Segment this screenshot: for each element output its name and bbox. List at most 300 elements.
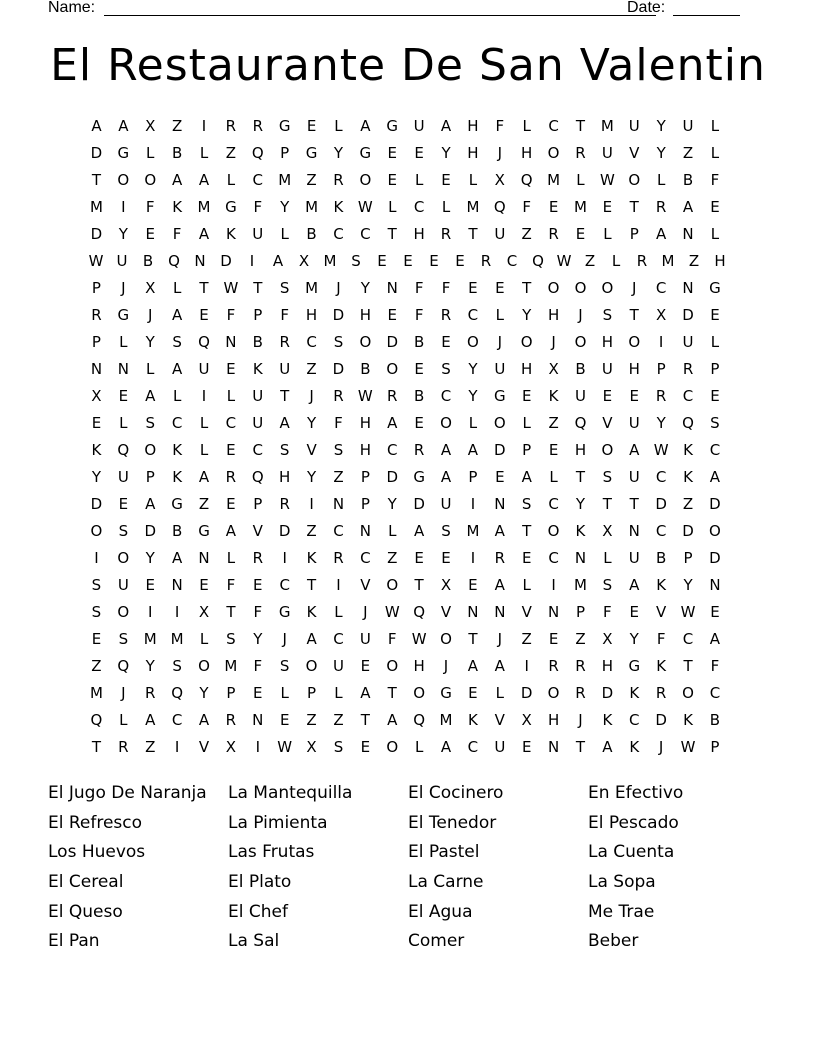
grid-letter[interactable]: F xyxy=(145,197,155,216)
grid-letter[interactable]: M xyxy=(466,197,480,216)
grid-letter[interactable]: H xyxy=(467,143,479,162)
grid-letter[interactable]: T xyxy=(575,116,586,135)
grid-letter[interactable]: N xyxy=(709,575,721,594)
grid-letter[interactable]: A xyxy=(225,521,237,540)
grid-letter[interactable]: Q xyxy=(251,143,264,162)
grid-letter[interactable]: M xyxy=(89,683,103,702)
grid-letter[interactable]: C xyxy=(467,737,479,756)
grid-letter[interactable]: P xyxy=(710,737,720,756)
grid-letter[interactable]: L xyxy=(172,278,182,297)
grid-letter[interactable]: F xyxy=(495,116,505,135)
grid-letter[interactable]: E xyxy=(91,629,102,648)
grid-letter[interactable]: Y xyxy=(656,116,666,135)
grid-letter[interactable]: A xyxy=(171,359,183,378)
grid-letter[interactable]: T xyxy=(522,278,532,297)
grid-letter[interactable]: V xyxy=(521,602,532,621)
grid-letter[interactable]: B xyxy=(682,170,694,189)
grid-letter[interactable]: S xyxy=(279,656,290,675)
grid-letter[interactable]: S xyxy=(279,278,290,297)
grid-letter[interactable]: V xyxy=(494,710,505,729)
grid-letter[interactable]: Y xyxy=(306,467,317,486)
grid-letter[interactable]: Z xyxy=(521,629,532,648)
grid-letter[interactable]: W xyxy=(653,440,669,459)
grid-letter[interactable]: U xyxy=(628,413,640,432)
grid-letter[interactable]: J xyxy=(309,386,314,405)
grid-letter[interactable]: K xyxy=(602,710,613,729)
grid-letter[interactable]: T xyxy=(575,467,586,486)
grid-letter[interactable]: I xyxy=(201,116,207,135)
grid-letter[interactable]: P xyxy=(91,332,101,351)
grid-letter[interactable]: T xyxy=(306,575,317,594)
grid-letter[interactable]: L xyxy=(226,548,236,567)
grid-letter[interactable]: B xyxy=(360,359,371,378)
grid-letter[interactable]: O xyxy=(117,602,130,621)
grid-letter[interactable]: A xyxy=(467,656,479,675)
grid-letter[interactable]: A xyxy=(682,197,694,216)
grid-letter[interactable]: R xyxy=(145,683,156,702)
grid-letter[interactable]: Y xyxy=(656,143,666,162)
grid-letter[interactable]: O xyxy=(547,521,560,540)
grid-letter[interactable]: J xyxy=(336,278,341,297)
grid-letter[interactable]: W xyxy=(88,251,104,270)
grid-letter[interactable]: A xyxy=(118,116,129,135)
grid-letter[interactable]: W xyxy=(411,629,427,648)
grid-letter[interactable]: D xyxy=(278,521,291,540)
grid-letter[interactable]: N xyxy=(198,548,210,567)
grid-letter[interactable]: D xyxy=(220,251,232,270)
grid-letter[interactable]: U xyxy=(413,116,425,135)
grid-letter[interactable]: D xyxy=(682,521,694,540)
grid-letter[interactable]: U xyxy=(440,494,452,513)
grid-letter[interactable]: I xyxy=(470,494,476,513)
grid-letter[interactable]: L xyxy=(656,170,666,189)
grid-letter[interactable]: S xyxy=(602,305,613,324)
grid-letter[interactable]: N xyxy=(225,332,237,351)
grid-letter[interactable]: L xyxy=(611,251,621,270)
grid-letter[interactable]: E xyxy=(387,305,397,324)
grid-letter[interactable]: S xyxy=(710,413,720,432)
grid-letter[interactable]: N xyxy=(682,278,694,297)
grid-letter[interactable]: R xyxy=(225,710,237,729)
grid-letter[interactable]: D xyxy=(655,710,667,729)
grid-letter[interactable]: O xyxy=(574,278,587,297)
grid-letter[interactable]: T xyxy=(199,278,209,297)
grid-letter[interactable]: F xyxy=(522,197,532,216)
grid-letter[interactable]: O xyxy=(440,413,452,432)
grid-letter[interactable]: N xyxy=(252,710,264,729)
grid-letter[interactable]: B xyxy=(252,332,263,351)
grid-letter[interactable]: R xyxy=(279,332,290,351)
grid-letter[interactable]: E xyxy=(360,737,371,756)
grid-letter[interactable]: L xyxy=(199,143,209,162)
grid-letter[interactable]: Q xyxy=(90,710,103,729)
grid-letter[interactable]: G xyxy=(305,143,318,162)
grid-letter[interactable]: Z xyxy=(306,710,317,729)
grid-letter[interactable]: F xyxy=(253,602,263,621)
grid-letter[interactable]: W xyxy=(680,737,696,756)
grid-letter[interactable]: A xyxy=(171,305,183,324)
grid-letter[interactable]: Y xyxy=(333,143,344,162)
grid-letter[interactable]: J xyxy=(121,278,126,297)
grid-letter[interactable]: B xyxy=(575,359,586,378)
grid-letter[interactable]: O xyxy=(520,332,533,351)
grid-letter[interactable]: M xyxy=(574,575,587,594)
grid-letter[interactable]: Y xyxy=(683,575,693,594)
grid-letter[interactable]: A xyxy=(709,467,721,486)
grid-letter[interactable]: T xyxy=(468,629,478,648)
grid-letter[interactable]: F xyxy=(172,224,182,243)
grid-letter[interactable]: S xyxy=(118,629,129,648)
grid-letter[interactable]: A xyxy=(494,521,505,540)
grid-letter[interactable]: C xyxy=(467,305,479,324)
grid-letter[interactable]: U xyxy=(494,224,506,243)
grid-letter[interactable]: E xyxy=(226,359,236,378)
grid-letter[interactable]: U xyxy=(494,737,506,756)
grid-letter[interactable]: N xyxy=(171,575,183,594)
grid-letter[interactable]: L xyxy=(522,575,531,594)
grid-letter[interactable]: O xyxy=(628,332,641,351)
grid-letter[interactable]: R xyxy=(333,170,344,189)
grid-letter[interactable]: R xyxy=(636,251,648,270)
grid-letter[interactable]: M xyxy=(305,197,319,216)
grid-letter[interactable]: N xyxy=(386,278,398,297)
grid-letter[interactable]: E xyxy=(629,602,639,621)
grid-letter[interactable]: I xyxy=(336,575,341,594)
grid-letter[interactable]: C xyxy=(252,170,264,189)
grid-letter[interactable]: V xyxy=(198,737,210,756)
grid-letter[interactable]: S xyxy=(602,575,613,594)
grid-letter[interactable]: J xyxy=(148,305,153,324)
grid-letter[interactable]: O xyxy=(117,170,130,189)
grid-letter[interactable]: A xyxy=(709,629,721,648)
grid-letter[interactable]: E xyxy=(253,683,263,702)
grid-letter[interactable]: V xyxy=(306,440,317,459)
grid-letter[interactable]: L xyxy=(441,197,451,216)
grid-letter[interactable]: A xyxy=(387,413,398,432)
grid-letter[interactable]: B xyxy=(709,710,721,729)
grid-letter[interactable]: O xyxy=(359,332,372,351)
grid-letter[interactable]: A xyxy=(521,467,532,486)
grid-letter[interactable]: V xyxy=(602,413,613,432)
grid-letter[interactable]: C xyxy=(252,440,264,459)
grid-letter[interactable]: I xyxy=(551,575,556,594)
grid-letter[interactable]: U xyxy=(117,467,129,486)
grid-letter[interactable]: E xyxy=(91,413,102,432)
grid-letter[interactable]: R xyxy=(333,386,344,405)
grid-letter[interactable]: Y xyxy=(468,386,478,405)
grid-letter[interactable]: M xyxy=(305,278,319,297)
grid-letter[interactable]: W xyxy=(277,737,293,756)
grid-letter[interactable]: E xyxy=(414,413,424,432)
grid-letter[interactable]: E xyxy=(145,224,155,243)
grid-letter[interactable]: H xyxy=(413,656,425,675)
grid-letter[interactable]: T xyxy=(602,494,612,513)
grid-letter[interactable]: A xyxy=(198,224,210,243)
grid-letter[interactable]: L xyxy=(603,224,612,243)
grid-letter[interactable]: E xyxy=(495,278,505,297)
grid-letter[interactable]: J xyxy=(551,332,556,351)
grid-letter[interactable]: E xyxy=(441,548,451,567)
grid-letter[interactable]: E xyxy=(226,494,236,513)
grid-letter[interactable]: C xyxy=(548,548,559,567)
grid-letter[interactable]: L xyxy=(119,332,128,351)
grid-letter[interactable]: L xyxy=(226,170,236,189)
grid-letter[interactable]: Y xyxy=(253,629,263,648)
grid-letter[interactable]: W xyxy=(223,278,239,297)
grid-letter[interactable]: Z xyxy=(171,116,183,135)
grid-letter[interactable]: C xyxy=(360,548,371,567)
grid-letter[interactable]: E xyxy=(602,386,613,405)
grid-letter[interactable]: N xyxy=(467,602,479,621)
grid-letter[interactable]: R xyxy=(440,224,452,243)
grid-letter[interactable]: L xyxy=(334,683,343,702)
grid-letter[interactable]: Z xyxy=(688,251,700,270)
grid-letter[interactable]: X xyxy=(145,278,156,297)
grid-letter[interactable]: O xyxy=(628,170,641,189)
grid-letter[interactable]: A xyxy=(440,440,452,459)
grid-letter[interactable]: E xyxy=(455,251,465,270)
grid-letter[interactable]: E xyxy=(387,170,397,189)
grid-letter[interactable]: S xyxy=(441,359,451,378)
grid-letter[interactable]: Z xyxy=(548,413,559,432)
grid-letter[interactable]: P xyxy=(683,548,693,567)
grid-letter[interactable]: I xyxy=(255,737,260,756)
grid-letter[interactable]: L xyxy=(226,386,236,405)
grid-letter[interactable]: O xyxy=(467,332,479,351)
grid-letter[interactable]: J xyxy=(282,629,287,648)
grid-letter[interactable]: U xyxy=(116,251,128,270)
grid-letter[interactable]: Q xyxy=(413,710,426,729)
grid-letter[interactable]: O xyxy=(493,413,506,432)
grid-letter[interactable]: E xyxy=(710,305,720,324)
grid-letter[interactable]: I xyxy=(121,197,126,216)
grid-letter[interactable]: T xyxy=(253,278,263,297)
grid-letter[interactable]: U xyxy=(601,143,613,162)
grid-letter[interactable]: P xyxy=(468,467,478,486)
grid-letter[interactable]: A xyxy=(171,170,183,189)
grid-letter[interactable]: V xyxy=(656,602,667,621)
grid-letter[interactable]: E xyxy=(521,386,532,405)
grid-letter[interactable]: E xyxy=(377,251,387,270)
grid-letter[interactable]: E xyxy=(441,332,451,351)
grid-letter[interactable]: C xyxy=(655,521,667,540)
grid-letter[interactable]: P xyxy=(629,224,639,243)
grid-letter[interactable]: M xyxy=(143,629,157,648)
grid-letter[interactable]: D xyxy=(709,548,721,567)
grid-letter[interactable]: Q xyxy=(520,170,533,189)
grid-letter[interactable]: Z xyxy=(91,656,102,675)
grid-letter[interactable]: M xyxy=(439,710,453,729)
grid-letter[interactable]: U xyxy=(279,359,291,378)
grid-letter[interactable]: A xyxy=(171,548,183,567)
grid-letter[interactable]: P xyxy=(307,683,317,702)
grid-letter[interactable]: O xyxy=(547,683,560,702)
grid-letter[interactable]: P xyxy=(710,359,720,378)
grid-letter[interactable]: H xyxy=(714,251,726,270)
grid-letter[interactable]: S xyxy=(333,440,344,459)
grid-letter[interactable]: P xyxy=(280,143,290,162)
grid-letter[interactable]: S xyxy=(333,332,344,351)
grid-letter[interactable]: F xyxy=(656,629,666,648)
grid-letter[interactable]: K xyxy=(225,224,236,243)
grid-letter[interactable]: L xyxy=(710,224,720,243)
grid-letter[interactable]: O xyxy=(601,440,614,459)
grid-letter[interactable]: R xyxy=(575,656,586,675)
grid-letter[interactable]: U xyxy=(117,575,129,594)
grid-letter[interactable]: M xyxy=(661,251,675,270)
grid-letter[interactable]: L xyxy=(549,467,558,486)
grid-letter[interactable]: G xyxy=(440,683,452,702)
grid-letter[interactable]: R xyxy=(480,251,492,270)
grid-letter[interactable]: W xyxy=(357,197,373,216)
grid-letter[interactable]: S xyxy=(172,656,182,675)
grid-letter[interactable]: T xyxy=(414,575,424,594)
grid-letter[interactable]: A xyxy=(387,710,398,729)
grid-letter[interactable]: P xyxy=(360,467,370,486)
grid-letter[interactable]: J xyxy=(497,332,503,351)
grid-letter[interactable]: N xyxy=(117,359,129,378)
grid-letter[interactable]: J xyxy=(497,629,503,648)
grid-letter[interactable]: H xyxy=(628,359,640,378)
grid-letter[interactable]: E xyxy=(414,359,424,378)
grid-letter[interactable]: S xyxy=(333,737,344,756)
grid-letter[interactable]: Z xyxy=(682,143,694,162)
grid-letter[interactable]: M xyxy=(547,170,561,189)
grid-letter[interactable]: D xyxy=(90,494,103,513)
grid-letter[interactable]: C xyxy=(333,224,344,243)
grid-letter[interactable]: K xyxy=(575,521,586,540)
grid-letter[interactable]: S xyxy=(602,467,613,486)
grid-letter[interactable]: L xyxy=(172,386,182,405)
grid-letter[interactable]: J xyxy=(443,656,449,675)
grid-letter[interactable]: R xyxy=(118,737,129,756)
grid-letter[interactable]: E xyxy=(429,251,439,270)
grid-letter[interactable]: S xyxy=(172,332,182,351)
grid-letter[interactable]: B xyxy=(413,386,425,405)
grid-letter[interactable]: M xyxy=(278,170,292,189)
grid-letter[interactable]: G xyxy=(493,386,506,405)
grid-letter[interactable]: N xyxy=(547,737,560,756)
grid-letter[interactable]: P xyxy=(360,494,370,513)
grid-letter[interactable]: N xyxy=(494,602,506,621)
grid-letter[interactable]: T xyxy=(387,224,397,243)
grid-letter[interactable]: M xyxy=(170,629,184,648)
grid-letter[interactable]: C xyxy=(171,710,183,729)
grid-letter[interactable]: H xyxy=(601,332,613,351)
grid-letter[interactable]: L xyxy=(119,710,128,729)
grid-letter[interactable]: T xyxy=(468,224,478,243)
grid-letter[interactable]: C xyxy=(387,440,398,459)
grid-letter[interactable]: Y xyxy=(306,413,317,432)
grid-letter[interactable]: F xyxy=(603,602,612,621)
grid-letter[interactable]: O xyxy=(386,656,399,675)
grid-letter[interactable]: M xyxy=(600,116,614,135)
grid-letter[interactable]: K xyxy=(333,197,344,216)
grid-letter[interactable]: L xyxy=(119,413,128,432)
grid-letter[interactable]: L xyxy=(146,359,155,378)
grid-letter[interactable]: C xyxy=(306,332,317,351)
grid-letter[interactable]: D xyxy=(386,467,399,486)
grid-letter[interactable]: D xyxy=(90,224,103,243)
grid-letter[interactable]: S xyxy=(145,413,155,432)
grid-letter[interactable]: Y xyxy=(145,656,155,675)
grid-letter[interactable]: K xyxy=(172,197,183,216)
grid-letter[interactable]: L xyxy=(146,143,155,162)
grid-letter[interactable]: L xyxy=(710,116,720,135)
grid-letter[interactable]: E xyxy=(226,440,236,459)
grid-letter[interactable]: F xyxy=(226,305,236,324)
grid-letter[interactable]: L xyxy=(414,170,424,189)
grid-letter[interactable]: T xyxy=(683,656,693,675)
grid-letter[interactable]: A xyxy=(306,629,317,648)
grid-letter[interactable]: A xyxy=(279,413,290,432)
grid-letter[interactable]: R xyxy=(548,656,559,675)
grid-letter[interactable]: J xyxy=(497,143,503,162)
grid-letter[interactable]: I xyxy=(470,548,476,567)
grid-letter[interactable]: E xyxy=(629,386,639,405)
grid-letter[interactable]: J xyxy=(632,278,637,297)
grid-letter[interactable]: X xyxy=(602,521,613,540)
grid-letter[interactable]: U xyxy=(198,359,210,378)
grid-letter[interactable]: P xyxy=(575,602,585,621)
grid-letter[interactable]: K xyxy=(252,359,263,378)
grid-letter[interactable]: U xyxy=(494,359,506,378)
grid-letter[interactable]: D xyxy=(494,440,506,459)
grid-letter[interactable]: E xyxy=(441,170,451,189)
grid-letter[interactable]: E xyxy=(521,548,532,567)
grid-letter[interactable]: Z xyxy=(682,494,694,513)
grid-letter[interactable]: R xyxy=(225,467,237,486)
grid-letter[interactable]: U xyxy=(601,359,613,378)
grid-letter[interactable]: C xyxy=(225,413,237,432)
grid-letter[interactable]: Z xyxy=(145,737,156,756)
grid-letter[interactable]: A xyxy=(198,467,210,486)
grid-letter[interactable]: J xyxy=(578,305,583,324)
grid-letter[interactable]: E xyxy=(468,683,478,702)
grid-letter[interactable]: Z xyxy=(521,224,532,243)
grid-letter[interactable]: E xyxy=(548,629,559,648)
grid-letter[interactable]: R xyxy=(387,386,398,405)
grid-letter[interactable]: O xyxy=(574,332,587,351)
grid-letter[interactable]: X xyxy=(494,170,505,189)
grid-letter[interactable]: E xyxy=(199,305,209,324)
grid-letter[interactable]: C xyxy=(709,683,721,702)
grid-letter[interactable]: E xyxy=(548,197,559,216)
grid-letter[interactable]: Q xyxy=(493,197,506,216)
grid-letter[interactable]: P xyxy=(226,683,236,702)
grid-letter[interactable]: Y xyxy=(441,143,451,162)
grid-letter[interactable]: O xyxy=(144,440,157,459)
grid-letter[interactable]: O xyxy=(386,359,399,378)
grid-letter[interactable]: C xyxy=(333,629,344,648)
grid-letter[interactable]: O xyxy=(305,656,318,675)
grid-letter[interactable]: E xyxy=(548,440,559,459)
grid-letter[interactable]: D xyxy=(601,683,614,702)
grid-letter[interactable]: E xyxy=(360,656,371,675)
grid-letter[interactable]: M xyxy=(89,197,103,216)
grid-letter[interactable]: S xyxy=(226,629,236,648)
grid-letter[interactable]: O xyxy=(413,683,426,702)
grid-letter[interactable]: H xyxy=(359,413,371,432)
grid-letter[interactable]: F xyxy=(387,629,397,648)
grid-letter[interactable]: C xyxy=(333,521,344,540)
grid-letter[interactable]: T xyxy=(226,602,236,621)
grid-letter[interactable]: C xyxy=(440,386,452,405)
grid-letter[interactable]: Y xyxy=(360,278,370,297)
grid-letter[interactable]: A xyxy=(145,494,156,513)
name-blank-line[interactable] xyxy=(104,15,656,16)
grid-letter[interactable]: G xyxy=(117,143,130,162)
